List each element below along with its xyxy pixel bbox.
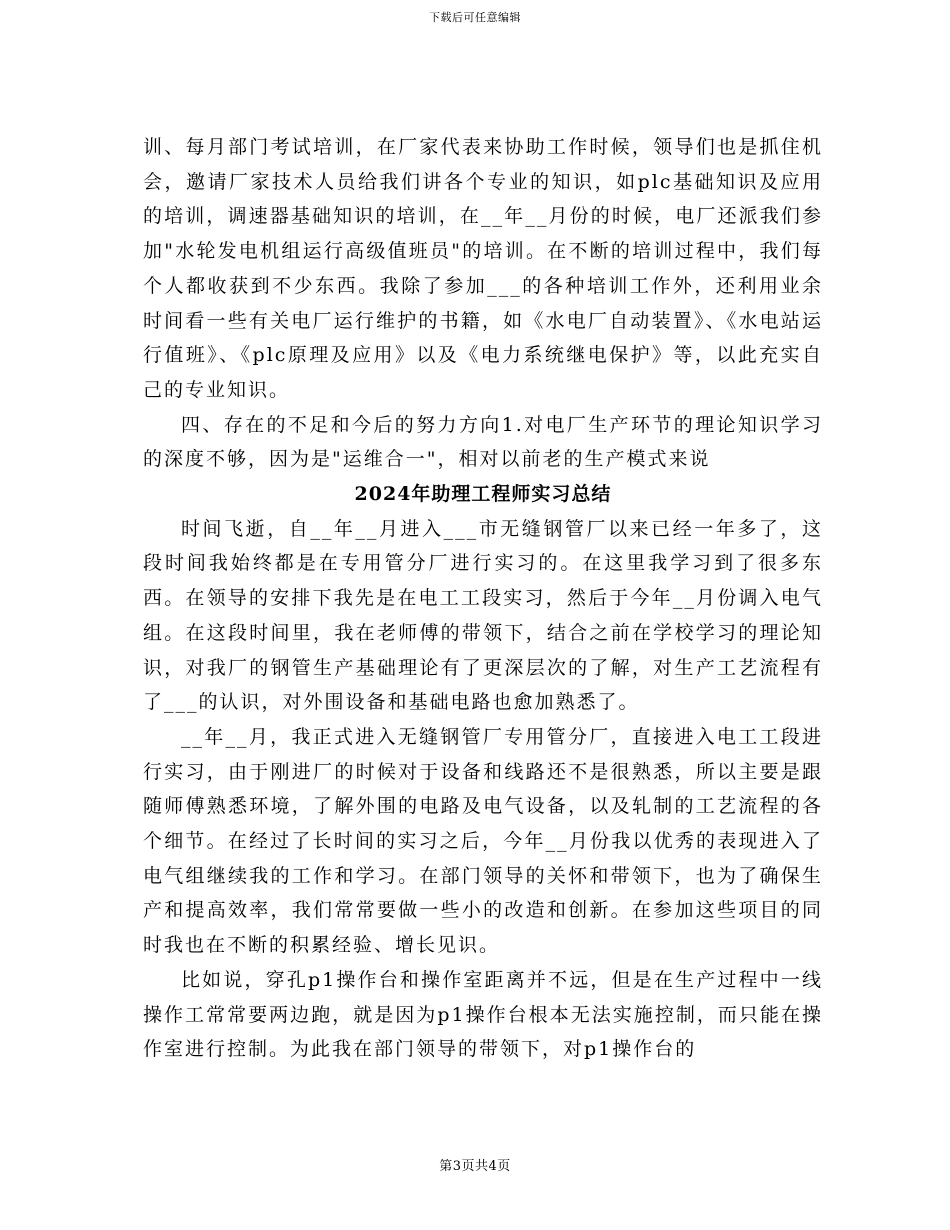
paragraph-example: 比如说，穿孔p1操作台和操作室距离并不远，但是在生产过程中一线操作工常常要两边跑，就是因为p1操作台根本无法实施控制，而只能在操作室进行控制。为此我在部门领导的带领下，对p1操作台的 [143,968,823,1061]
paragraph-shortcomings: 四、存在的不足和今后的努力方向1.对电厂生产环节的理论知识学习的深度不够，因为是"运维合一"，相对以前老的生产模式来说 [143,413,823,471]
page-header-note: 下载后可任意编辑 [429,11,521,24]
document-body [143,130,823,1067]
paragraph-entry: __年__月，我正式进入无缝钢管厂专用管分厂，直接进入电工工段进行实习，由于刚进厂的时候对于设备和线路还不是很熟悉，所以主要是跟随师傅熟悉环境，了解外围的电路及电气设备，以及轧制的工艺流程的各个细节。在经过了长时间的实习之后，今年__月份我以优秀的表现进入了电气组继续我的工作和学习。在部门领导的关怀和带领下，也为了确保生产和提高效率，我们常常要做一些小的改造和创新。在参加这些项目的同时我也在不断的积累经验、增长见识。 [143,725,823,957]
document-title: 2024年助理工程师实习总结 [354,483,612,506]
paragraph-training: 训、每月部门考试培训，在厂家代表来协助工作时候，领导们也是抓住机会，邀请厂家技术人员给我们讲各个专业的知识，如plc基础知识及应用的培训，调速器基础知识的培训，在__年__月份的时候，电厂还派我们参加"水轮发电机组运行高级值班员"的培训。在不断的培训过程中，我们每个人都收获到不少东西。我除了参加___的各种培训工作外，还利用业余时间看一些有关电厂运行维护的书籍，如《水电厂自动装置》、《水电站运行值班》、《plc原理及应用》以及《电力系统继电保护》等，以此充实自己的专业知识。 [143,136,823,401]
page-number: 第3页共4页 [439,1159,511,1174]
paragraph-intro: 时间飞逝，自__年__月进入___市无缝钢管厂以来已经一年多了，这段时间我始终都是在专用管分厂进行实习的。在这里我学习到了很多东西。在领导的安排下我先是在电工工段实习，然后于今年__月份调入电气组。在这段时间里，我在老师傅的带领下，结合之前在学校学习的理论知识，对我厂的钢管生产基础理论有了更深层次的了解，对生产工艺流程有了___的认识，对外围设备和基础电路也愈加熟悉了。 [143,517,823,714]
